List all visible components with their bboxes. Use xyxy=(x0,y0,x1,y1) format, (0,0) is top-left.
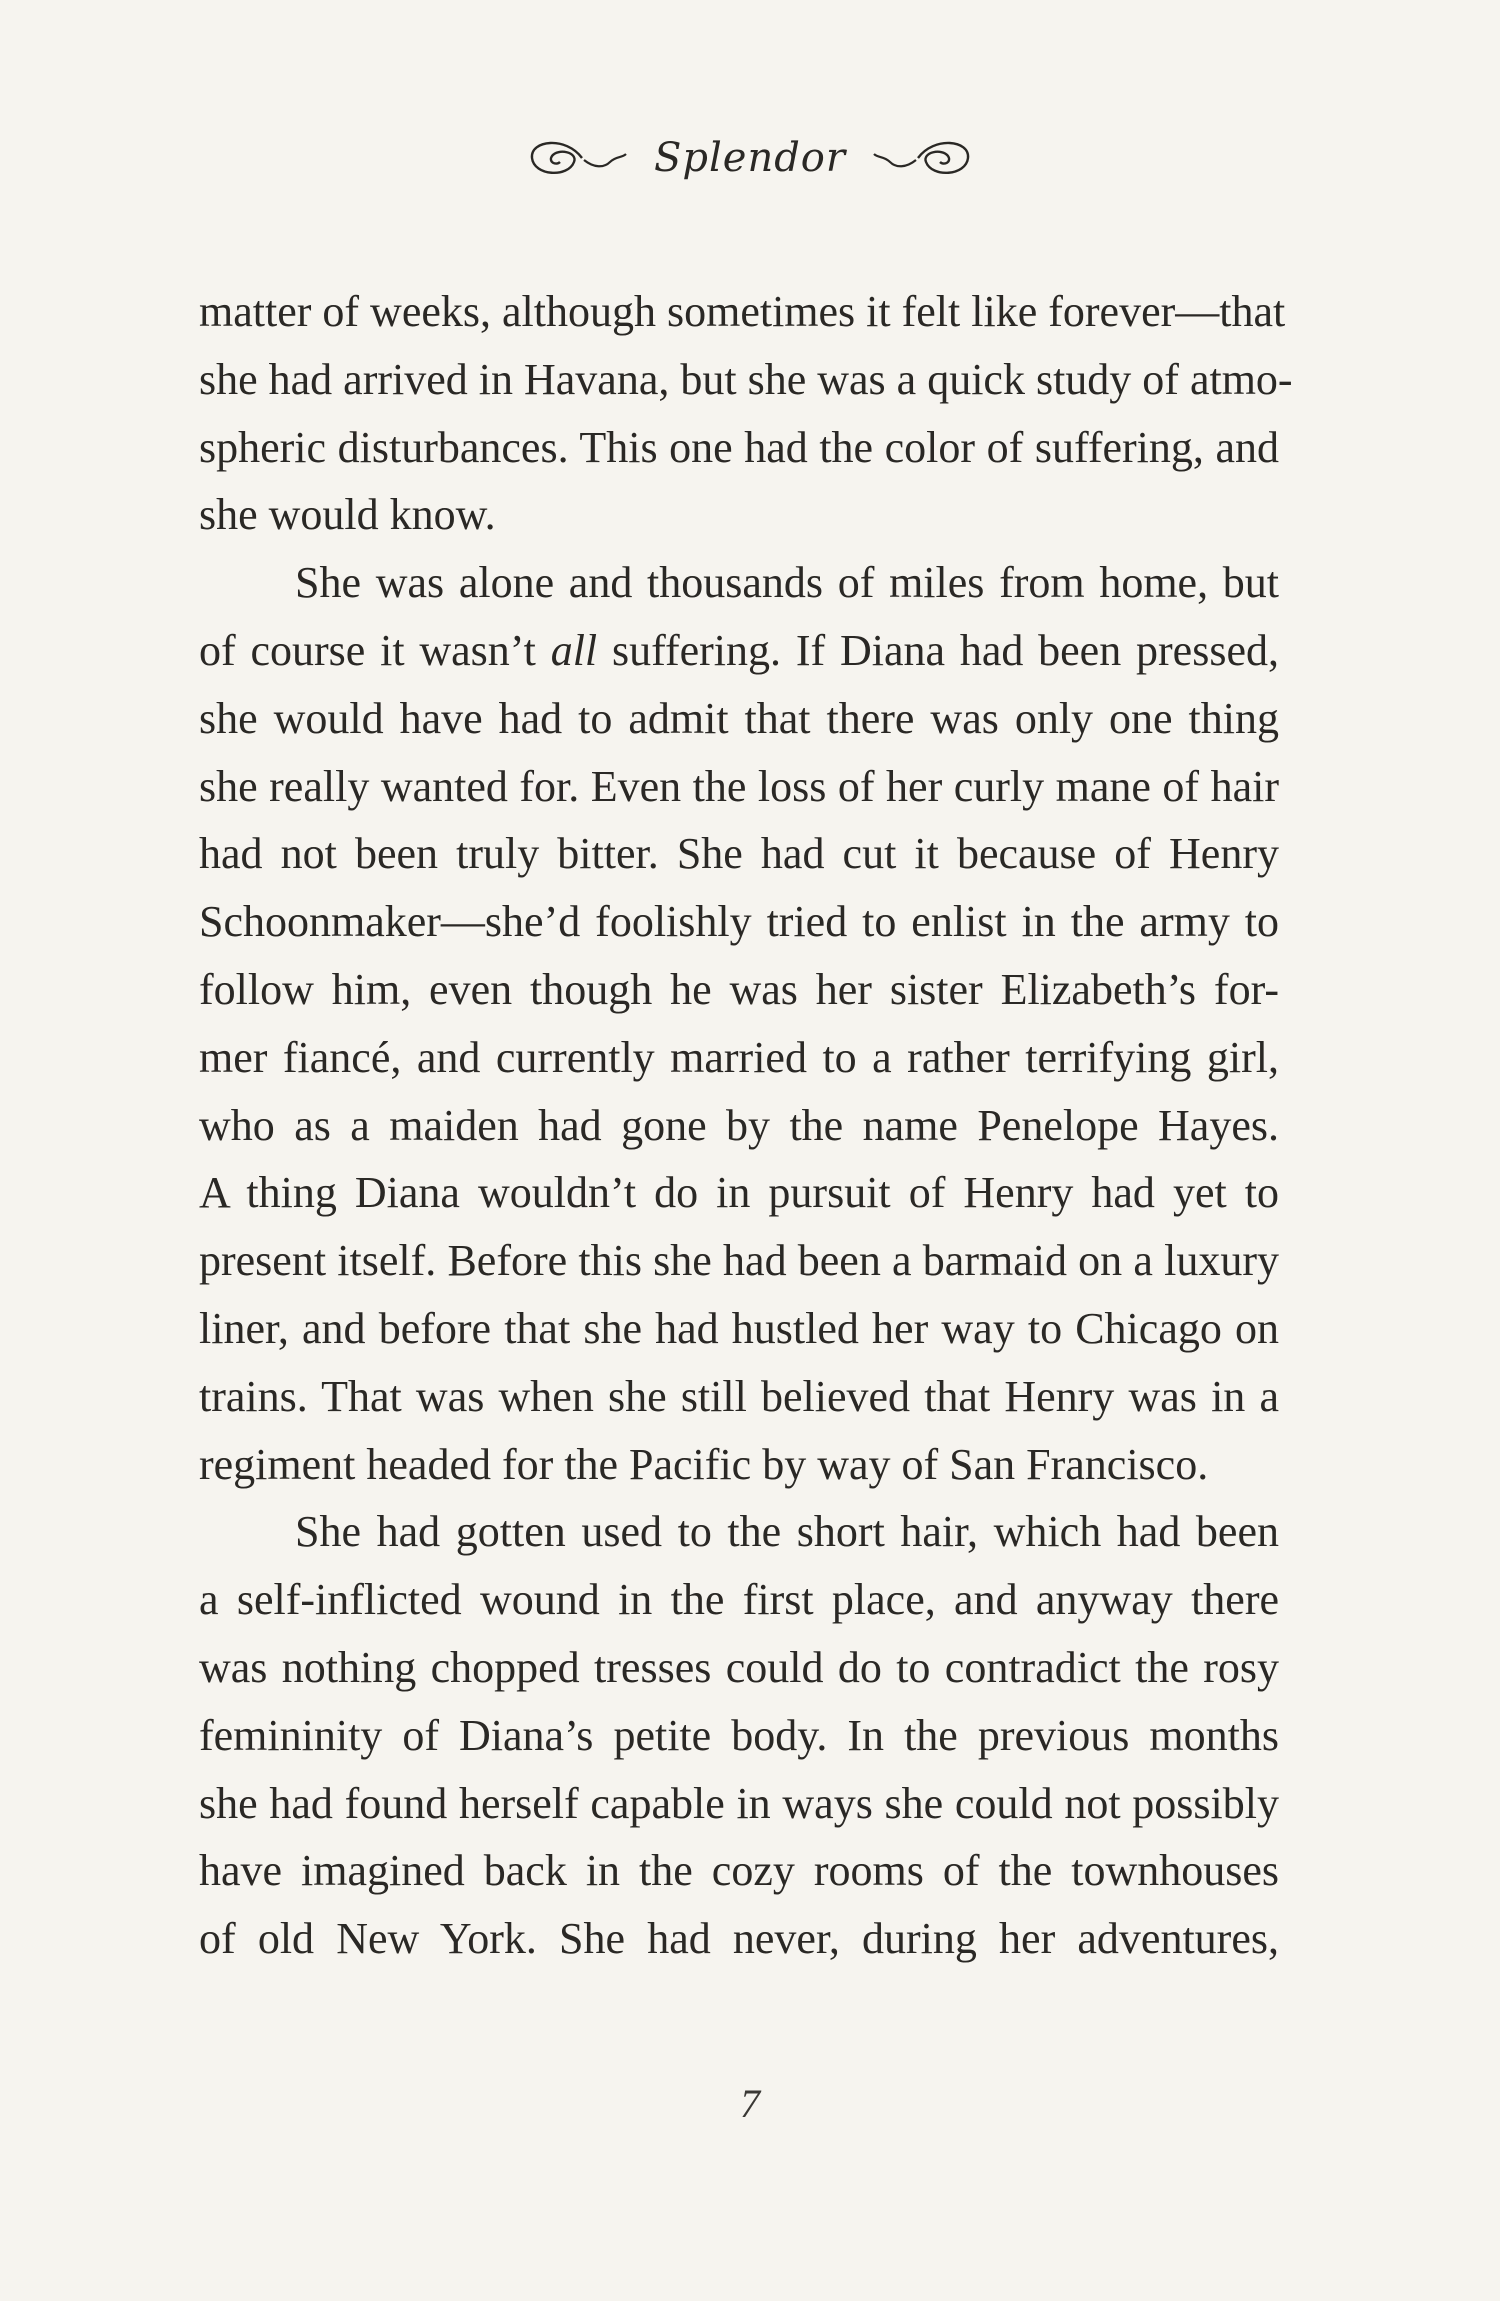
text-line: she had arrived in Havana, but she was a quick study of atmo- xyxy=(199,354,1293,404)
flourish-left-icon xyxy=(522,132,632,184)
text-line: of old New York. She had never, during her adventures, xyxy=(199,1914,1279,1964)
text-line: A thing Diana wouldn’t do in pursuit of Henry had yet to xyxy=(199,1168,1279,1218)
text-fragment: of course it wasn’t xyxy=(199,625,551,675)
text-line: She was alone and thousands of miles from home, but xyxy=(295,558,1279,608)
text-line: she really wanted for. Even the loss of her curly mane of hair xyxy=(199,761,1279,811)
text-line: a self-inflicted wound in the first place, and anyway there xyxy=(199,1575,1279,1625)
italic-emphasis: all xyxy=(550,625,598,675)
text-line: mer fiancé, and currently married to a rather terrifying girl, xyxy=(199,1032,1279,1082)
text-line: regiment headed for the Pacific by way of San Francisco. xyxy=(199,1439,1209,1489)
text-line xyxy=(199,617,1279,685)
paragraph xyxy=(199,1498,1279,1973)
text-line: spheric disturbances. This one had the color of suffering, and xyxy=(199,422,1279,472)
text-line: who as a maiden had gone by the name Penelope Hayes. xyxy=(199,1100,1279,1150)
text-line: liner, and before that she had hustled her way to Chicago on xyxy=(199,1303,1279,1353)
running-header xyxy=(0,118,1500,198)
text-line: was nothing chopped tresses could do to contradict the rosy xyxy=(199,1642,1279,1692)
text-line: follow him, even though he was her sister Elizabeth’s for- xyxy=(199,964,1279,1014)
text-line: She had gotten used to the short hair, which had been xyxy=(295,1507,1279,1557)
flourish-right-icon xyxy=(868,132,978,184)
running-title: Splendor xyxy=(653,135,847,181)
text-line: she had found herself capable in ways she could not possibly xyxy=(199,1778,1279,1828)
paragraph xyxy=(199,278,1293,549)
body-text xyxy=(199,278,1293,1973)
text-line: present itself. Before this she had been a barmaid on a luxury xyxy=(199,1236,1279,1286)
text-line: have imagined back in the cozy rooms of the townhouses xyxy=(199,1846,1279,1896)
text-line: trains. That was when she still believed that Henry was in a xyxy=(199,1371,1279,1421)
paragraph xyxy=(199,549,1279,1498)
text-fragment: suffering. If Diana had been pressed, xyxy=(597,625,1279,675)
page-number: 7 xyxy=(740,2081,760,2126)
text-line: she would know. xyxy=(199,490,496,540)
text-line: Schoonmaker—she’d foolishly tried to enlist in the army to xyxy=(199,897,1279,947)
text-line: she would have had to admit that there was only one thing xyxy=(199,693,1279,743)
text-line: femininity of Diana’s petite body. In the previous months xyxy=(199,1710,1279,1760)
text-line: matter of weeks, although sometimes it felt like forever—that xyxy=(199,287,1286,336)
text-line: had not been truly bitter. She had cut it because of Henry xyxy=(199,829,1279,879)
